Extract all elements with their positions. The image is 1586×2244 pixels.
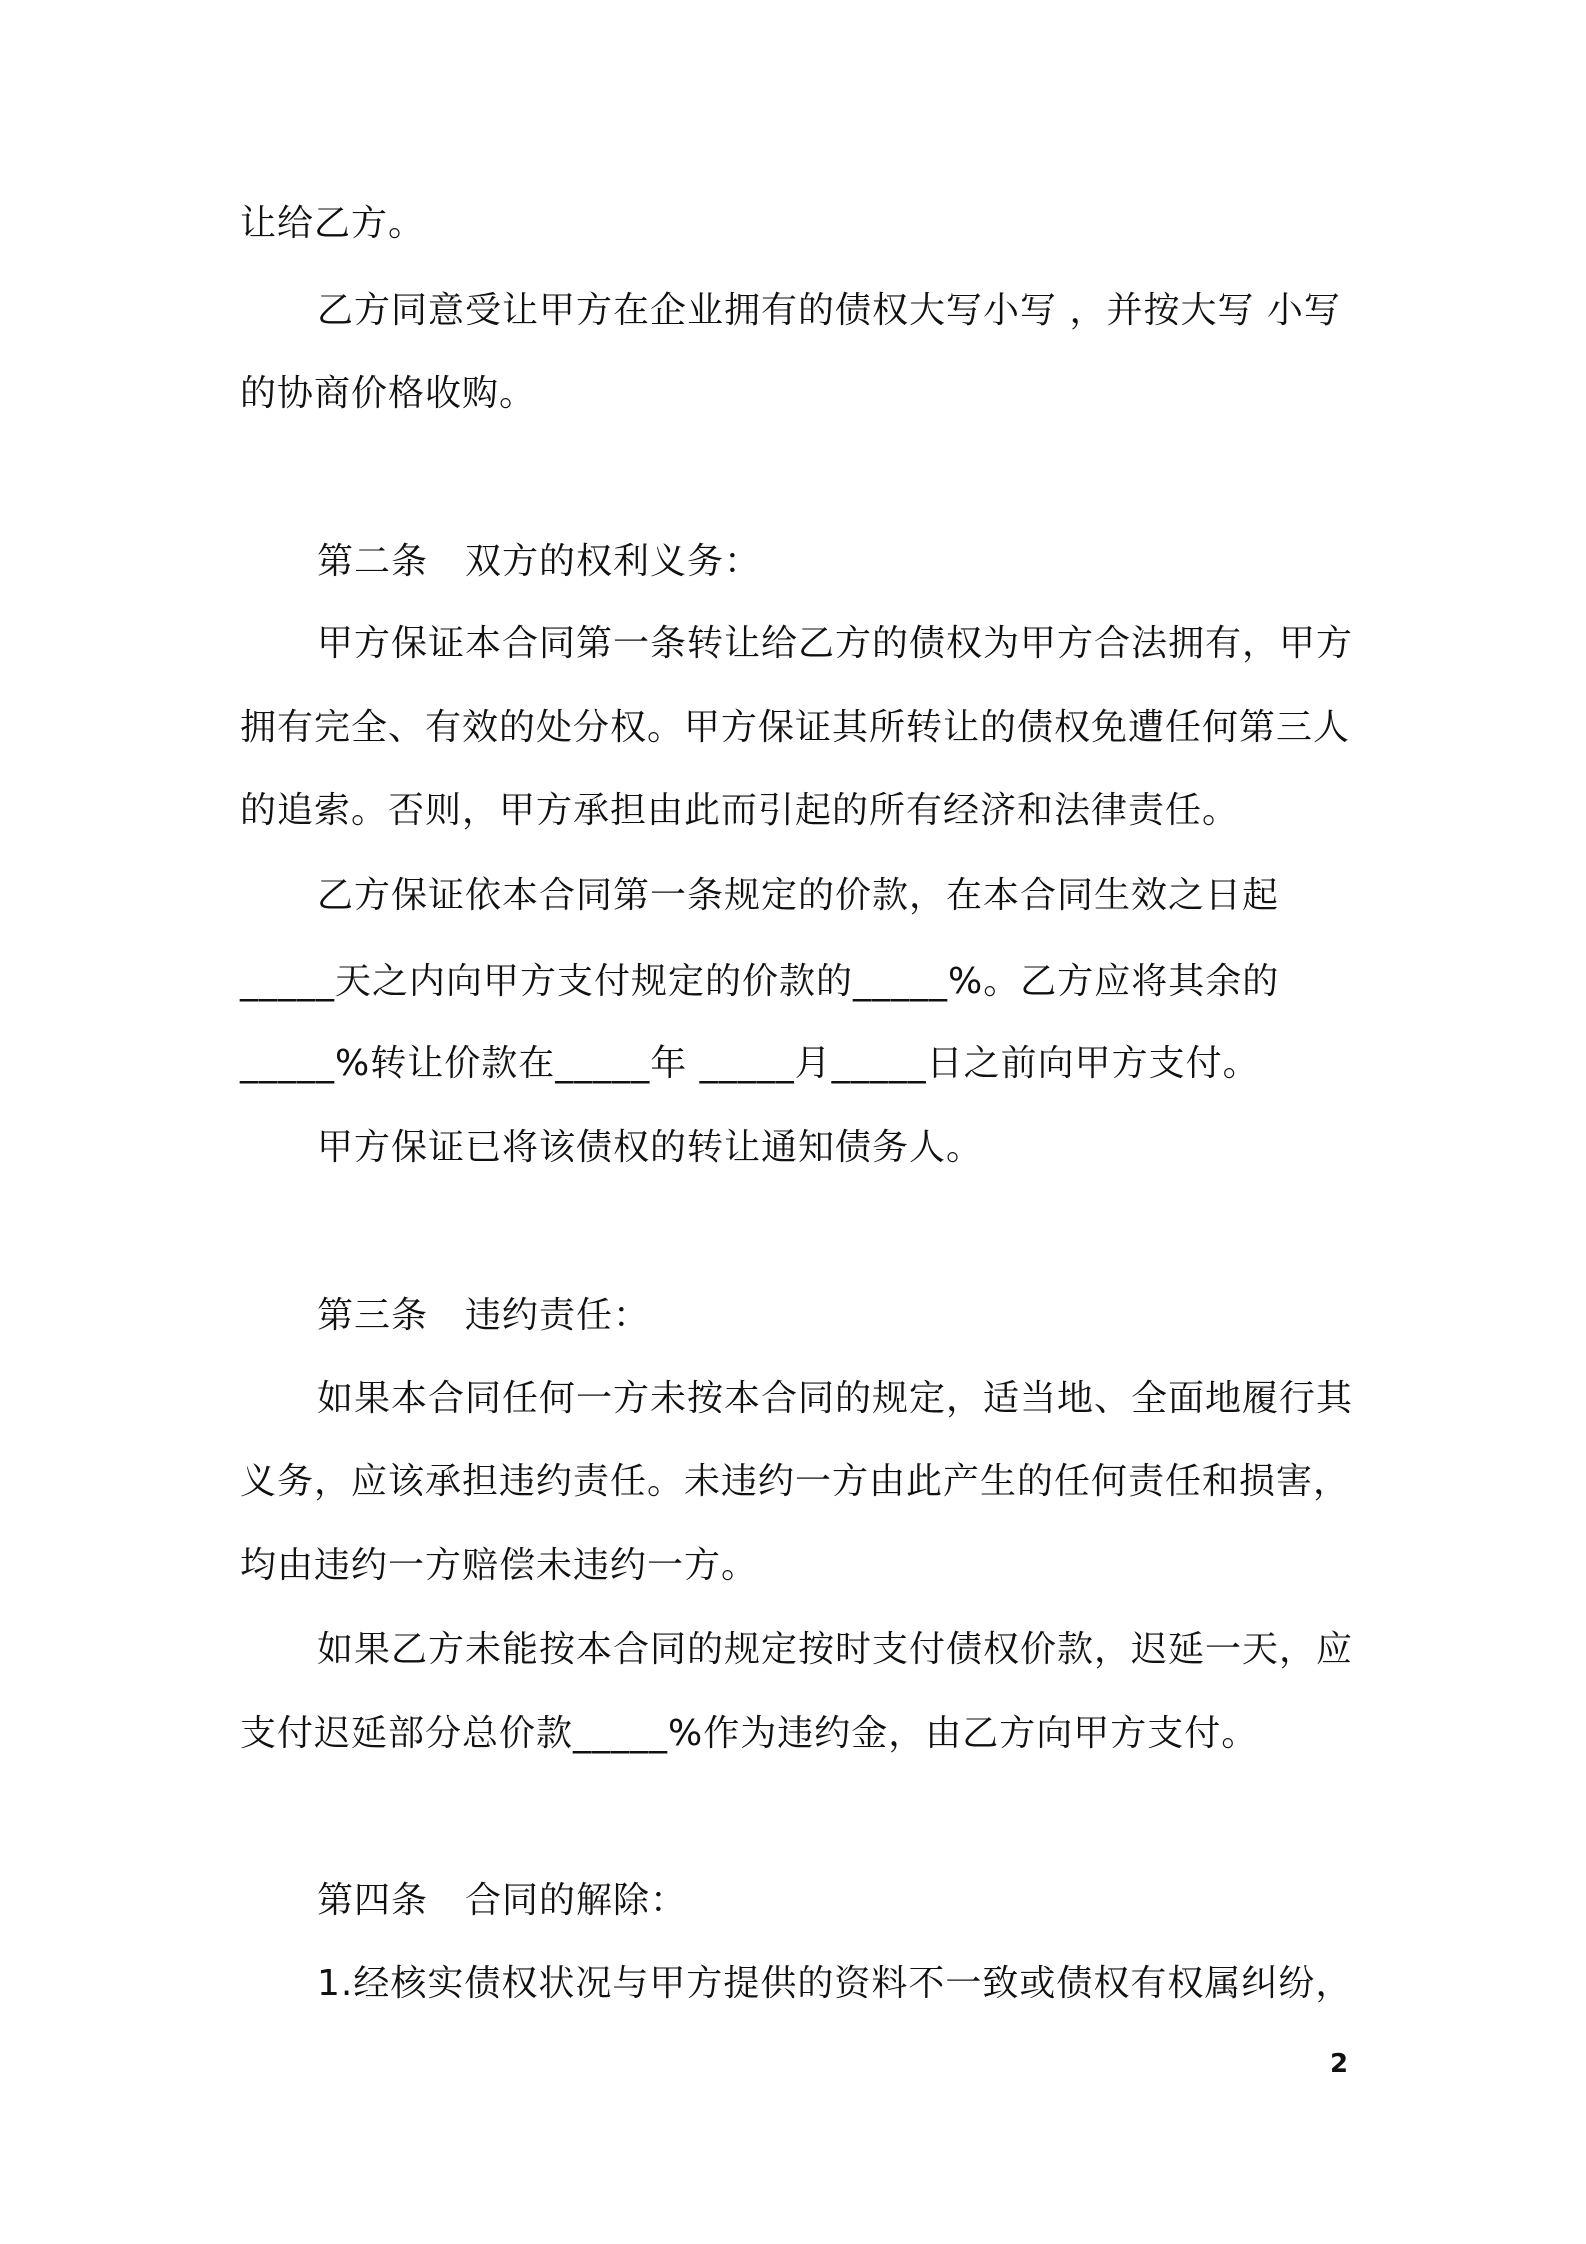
section-heading-article-4: 第四条 合同的解除： — [317, 1880, 688, 1921]
section-heading-article-2: 第二条 双方的权利义务： — [317, 541, 762, 582]
paragraph-line: 让给乙方。 — [240, 203, 426, 244]
paragraph-line: 拥有完全、有效的处分权。甲方保证其所转让的债权免遭任何第三人 — [240, 707, 1351, 748]
paragraph-line: 乙方保证依本合同第一条规定的价款，在本合同生效之日起 — [317, 875, 1280, 916]
page-number: 2 — [1330, 2049, 1349, 2079]
paragraph-line: 甲方保证已将该债权的转让通知债务人。 — [317, 1127, 984, 1168]
paragraph-line: 的协商价格收购。 — [240, 373, 537, 414]
paragraph-line: 如果乙方未能按本合同的规定按时支付债权价款，迟延一天，应 — [317, 1629, 1354, 1670]
paragraph-line: 1.经核实债权状况与甲方提供的资料不一致或债权有权属纠纷， — [317, 1963, 1353, 2004]
paragraph-line: 均由违约一方赔偿未违约一方。 — [240, 1545, 759, 1586]
paragraph-line: 义务，应该承担违约责任。未违约一方由此产生的任何责任和损害， — [240, 1461, 1351, 1502]
paragraph-line: _____%转让价款在_____年 _____月_____日之前向甲方支付。 — [240, 1043, 1260, 1084]
paragraph-line: 甲方保证本合同第一条转让给乙方的债权为甲方合法拥有，甲方 — [317, 623, 1354, 664]
section-heading-article-3: 第三条 违约责任： — [317, 1295, 651, 1336]
paragraph-line: 乙方同意受让甲方在企业拥有的债权大写小写 ，并按大写 小写 — [317, 290, 1341, 331]
paragraph-line: 支付迟延部分总价款_____%作为违约金，由乙方向甲方支付。 — [240, 1713, 1259, 1754]
paragraph-line: 的追索。否则，甲方承担由此而引起的所有经济和法律责任。 — [240, 790, 1240, 831]
paragraph-line: 如果本合同任何一方未按本合同的规定，适当地、全面地履行其 — [317, 1378, 1354, 1419]
paragraph-line: _____天之内向甲方支付规定的价款的_____%。乙方应将其余的 — [240, 961, 1280, 1002]
